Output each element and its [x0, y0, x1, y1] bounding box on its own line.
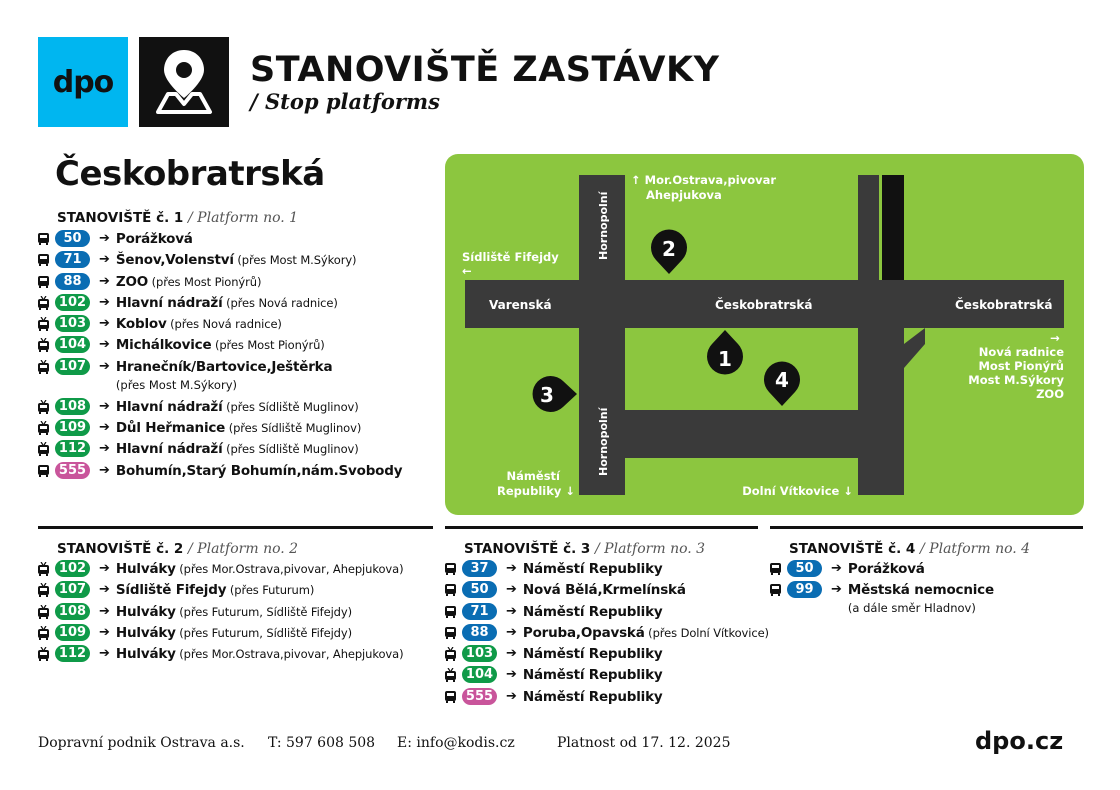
route-row: [444, 581, 769, 602]
trolleybus-icon: [37, 605, 50, 619]
destination: Náměstí Republiky: [522, 561, 663, 577]
trolleybus-icon: [37, 421, 50, 435]
route-row: [37, 624, 403, 645]
bus-icon: [444, 626, 457, 640]
svg-text:4: 4: [775, 368, 789, 392]
arrow-right-icon: ➔: [99, 561, 110, 576]
trolleybus-icon: [37, 647, 50, 661]
route-row: [444, 603, 769, 624]
line-number-badge[interactable]: 104: [462, 666, 497, 683]
arrow-right-icon: ➔: [99, 582, 110, 598]
arrow-right-icon: ➔: [99, 603, 110, 619]
svg-text:2: 2: [662, 237, 676, 261]
arrow-right-icon: ➔: [506, 582, 517, 598]
direction-top-line1: ↑ Mor.Ostrava,pivovar: [631, 173, 777, 187]
svg-text:1: 1: [718, 347, 732, 371]
destination: Porážková: [115, 231, 193, 247]
line-number-badge[interactable]: 107: [55, 581, 90, 598]
divider: [770, 526, 1083, 529]
via-note: (přes Sídliště Muglinov): [222, 399, 359, 414]
line-number-badge[interactable]: 108: [55, 398, 90, 415]
street-label-ceskobratrska-right: Českobratrská: [955, 298, 1053, 312]
destination: Náměstí Republiky: [522, 688, 663, 705]
platform-2-routes: [37, 560, 403, 666]
arrow-right-icon: ➔: [99, 252, 110, 268]
destination: Hulváky: [115, 624, 176, 641]
line-number-badge[interactable]: 109: [55, 419, 90, 436]
arrow-right-icon: ➔: [99, 420, 110, 436]
line-number-badge[interactable]: 104: [55, 336, 90, 353]
via-note: (přes Most M.Sýkory): [115, 377, 237, 392]
footer-validity: Platnost od 17. 12. 2025: [557, 735, 731, 751]
platform-4-routes: [769, 560, 994, 621]
route-row: [37, 230, 402, 251]
footer-website-link[interactable]: dpo.cz: [975, 727, 1064, 755]
route-row: [37, 419, 402, 440]
street-label-varenska: Varenská: [489, 298, 552, 312]
via-note: (přes Sídliště Muglinov): [222, 442, 359, 457]
route-row: [444, 624, 769, 645]
divider: [38, 526, 433, 529]
destination: ZOO: [115, 273, 149, 290]
bus-icon: [444, 605, 457, 619]
arrow-right-icon: ➔: [506, 646, 517, 662]
route-row: [444, 688, 769, 709]
platform-4-heading: STANOVIŠTĚ č. 4 / Platform no. 4: [789, 541, 1031, 557]
trolleybus-icon: [444, 647, 457, 661]
line-number-badge[interactable]: 108: [55, 603, 90, 620]
destination: Náměstí Republiky: [522, 603, 663, 620]
bus-icon: [769, 562, 782, 576]
arrow-right-icon: ➔: [506, 667, 517, 683]
line-number-badge[interactable]: 99: [787, 581, 822, 598]
trolleybus-icon: [37, 442, 50, 456]
via-note: (přes Mor.Ostrava,pivovar, Ahepjukova): [175, 647, 404, 662]
destination: Důl Heřmanice: [115, 420, 226, 437]
destination: Hulváky: [115, 561, 176, 577]
bus-icon: [37, 253, 50, 267]
direction-left-line1: Sídliště Fifejdy: [462, 250, 559, 264]
route-row: [769, 581, 994, 621]
destination: Hlavní nádraží: [115, 441, 223, 458]
via-note: (přes Futurum, Sídliště Fifejdy): [175, 604, 352, 619]
arrow-right-icon: ➔: [99, 646, 110, 662]
destination: Porážková: [847, 561, 925, 577]
route-row: [37, 358, 402, 398]
route-row: [37, 251, 402, 272]
arrow-right-icon: ➔: [99, 294, 110, 310]
destination: Poruba,Opavská: [522, 624, 645, 641]
direction-left-arrow: ←: [462, 264, 472, 278]
bus-icon: [37, 232, 50, 246]
line-number-badge[interactable]: 555: [462, 688, 497, 705]
destination: Bohumín,Starý Bohumín,nám.Svobody: [115, 462, 403, 479]
stop-name: Českobratrská: [55, 154, 325, 194]
bus-icon: [444, 562, 457, 576]
arrow-right-icon: ➔: [99, 358, 110, 374]
destination: Šenov,Volenství: [115, 252, 234, 269]
direction-top-line2: Ahepjukova: [646, 188, 722, 202]
line-number-badge[interactable]: 88: [462, 624, 497, 641]
arrow-right-icon: ➔: [506, 624, 517, 640]
arrow-right-icon: ➔: [99, 316, 110, 332]
platform-2-heading: STANOVIŠTĚ č. 2 / Platform no. 2: [57, 541, 299, 557]
line-number-badge[interactable]: 71: [55, 251, 90, 268]
trolleybus-icon: [37, 296, 50, 310]
platform-1-routes: [37, 230, 402, 483]
line-number-badge[interactable]: 50: [462, 581, 497, 598]
destination: Hlavní nádraží: [115, 398, 223, 415]
line-number-badge[interactable]: 102: [55, 294, 90, 311]
footer-email: E: info@kodis.cz: [397, 735, 515, 751]
bus-icon: [444, 583, 457, 597]
arrow-right-icon: ➔: [99, 337, 110, 353]
destination: Náměstí Republiky: [522, 646, 663, 663]
direction-right-line4: ZOO: [1036, 387, 1064, 401]
via-note: (přes Mor.Ostrava,pivovar, Ahepjukova): [175, 562, 404, 576]
footer-phone: T: 597 608 508: [268, 735, 376, 751]
via-note: (přes Sídliště Muglinov): [225, 421, 362, 436]
line-number-badge[interactable]: 37: [462, 560, 497, 577]
trolleybus-icon: [37, 338, 50, 352]
bus-icon: [444, 690, 457, 704]
direction-right-line2: Most Pionýrů: [978, 359, 1064, 373]
arrow-right-icon: ➔: [99, 624, 110, 640]
bus-icon: [37, 464, 50, 478]
trolleybus-icon: [37, 400, 50, 414]
via-note: (a dále směr Hladnov): [847, 601, 976, 616]
trolleybus-icon: [37, 360, 50, 374]
trolleybus-icon: [37, 562, 50, 576]
route-row: [37, 581, 403, 602]
arrow-right-icon: ➔: [506, 603, 517, 619]
line-number-badge[interactable]: 71: [462, 603, 497, 620]
arrow-right-icon: ➔: [99, 398, 110, 414]
line-number-badge[interactable]: 109: [55, 624, 90, 641]
platform-1-heading: STANOVIŠTĚ č. 1 / Platform no. 1: [57, 210, 299, 226]
route-row: [37, 603, 403, 624]
platform-3-routes: [444, 560, 769, 709]
route-row: [37, 440, 402, 461]
arrow-right-icon: ➔: [831, 561, 842, 576]
destination: Městská nemocnice: [847, 582, 994, 599]
line-number-badge[interactable]: 50: [55, 230, 90, 247]
route-row: [37, 273, 402, 294]
divider: [445, 526, 758, 529]
route-row: [37, 560, 403, 581]
line-number-badge[interactable]: 50: [787, 560, 822, 577]
route-row: [769, 560, 994, 581]
destination: Michálkovice: [115, 337, 212, 354]
via-note: (přes Most M.Sýkory): [233, 253, 357, 268]
route-row: [37, 398, 402, 419]
direction-right-arrow: →: [1050, 331, 1060, 345]
destination: Hlavní nádraží: [115, 294, 223, 311]
trolleybus-icon: [444, 668, 457, 682]
stop-map: [445, 154, 1084, 515]
line-number-badge[interactable]: 112: [55, 645, 90, 662]
direction-right-line3: Most M.Sýkory: [968, 373, 1064, 387]
bus-icon: [37, 275, 50, 289]
via-note: (přes Most Pionýrů): [211, 338, 325, 353]
direction-bottom-left-line2: Republiky ↓: [497, 484, 575, 498]
via-note: (přes Futurum, Sídliště Fifejdy): [175, 625, 352, 640]
direction-right-line1: Nová radnice: [978, 345, 1064, 359]
arrow-right-icon: ➔: [506, 561, 517, 576]
via-note: (přes Most Pionýrů): [148, 274, 262, 289]
arrow-right-icon: ➔: [99, 441, 110, 457]
destination: Sídliště Fifejdy: [115, 582, 227, 599]
route-row: [37, 315, 402, 336]
street-label-hornopolni-bottom: Hornopolní: [597, 407, 610, 476]
line-number-badge[interactable]: 103: [462, 645, 497, 662]
route-row: [37, 462, 402, 483]
line-number-badge[interactable]: 88: [55, 273, 90, 290]
arrow-right-icon: ➔: [99, 462, 110, 478]
destination: Náměstí Republiky: [522, 667, 663, 684]
via-note: (přes Nová radnice): [166, 317, 282, 332]
trolleybus-icon: [37, 626, 50, 640]
map-background: [445, 154, 1084, 515]
platform-3-heading: STANOVIŠTĚ č. 3 / Platform no. 3: [464, 541, 706, 557]
direction-bottom-mid: Dolní Vítkovice ↓: [742, 484, 853, 498]
route-row: [37, 336, 402, 357]
arrow-right-icon: ➔: [506, 688, 517, 704]
line-number-badge[interactable]: 102: [55, 560, 90, 577]
street-label-hornopolni-top: Hornopolní: [597, 191, 610, 260]
location-pin-map-icon: [139, 37, 229, 127]
destination: Nová Bělá,Krmelínská: [522, 582, 686, 599]
via-note: (přes Dolní Vítkovice): [644, 625, 769, 640]
route-row: [37, 294, 402, 315]
destination: Hranečník/Bartovice,Ještěrka: [115, 358, 333, 375]
destination: Hulváky: [115, 646, 176, 663]
bus-icon: [769, 583, 782, 597]
route-row: [444, 560, 769, 581]
arrow-right-icon: ➔: [831, 582, 842, 598]
line-number-badge[interactable]: 112: [55, 440, 90, 457]
via-note: (přes Futurum): [226, 583, 315, 598]
arrow-right-icon: ➔: [99, 231, 110, 246]
direction-bottom-left-line1: Náměstí: [506, 469, 560, 483]
destination: Hulváky: [115, 603, 176, 620]
route-row: [37, 645, 403, 666]
arrow-right-icon: ➔: [99, 273, 110, 289]
line-number-badge[interactable]: 103: [55, 315, 90, 332]
page-subtitle: / Stop platforms: [250, 89, 440, 114]
destination: Koblov: [115, 316, 167, 333]
trolleybus-icon: [37, 317, 50, 331]
via-note: (přes Nová radnice): [222, 295, 338, 310]
trolleybus-icon: [37, 583, 50, 597]
street-label-ceskobratrska: Českobratrská: [715, 298, 813, 312]
route-row: [444, 666, 769, 687]
route-row: [444, 645, 769, 666]
dpo-logo: dpo: [38, 37, 128, 127]
svg-text:3: 3: [540, 383, 554, 407]
page-title: STANOVIŠTĚ ZASTÁVKY: [250, 50, 720, 90]
line-number-badge[interactable]: 555: [55, 462, 90, 479]
footer-company: Dopravní podnik Ostrava a.s.: [38, 735, 245, 751]
line-number-badge[interactable]: 107: [55, 358, 90, 375]
